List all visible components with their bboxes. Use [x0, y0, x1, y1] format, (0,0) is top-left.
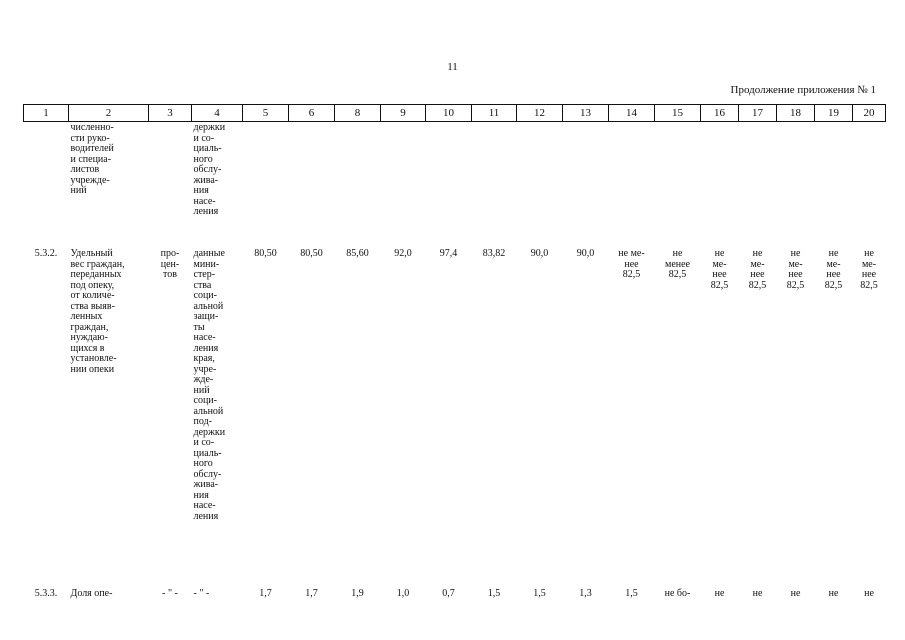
- table-cell: 1,0: [396, 588, 410, 599]
- table-cell: не ме- нее 82,5: [786, 248, 805, 291]
- table-cell: [517, 122, 563, 240]
- table-cell: Удельный вес граждан, переданных под опеку, от количе- ства выяв- ленных граждан, нуждаю- щихся в установле- нии опеки: [70, 248, 125, 375]
- table-cell: держки и со- циаль- ного обслу- жива- ния насе- ления: [193, 122, 226, 217]
- column-header: 6: [289, 105, 335, 122]
- table-cell: данные мини- стер- ства соци- альной защи- ты насе- ления края, учре- жде- ний соци- альной под- держки и со- циаль- ного обслу- жива- ния насе- ления: [193, 248, 226, 522]
- table-cell: про- цен- тов: [160, 248, 180, 280]
- table-cell: [335, 122, 381, 240]
- table-cell: [853, 122, 886, 240]
- table-cell: не: [752, 588, 763, 599]
- table-cell: 83,82: [482, 248, 506, 259]
- table-cell: [24, 122, 69, 240]
- table-row: [24, 239, 886, 579]
- table-cell: 0,7: [442, 588, 455, 599]
- table-row: [24, 579, 886, 619]
- table-cell: [426, 122, 472, 240]
- column-header: 9: [381, 105, 426, 122]
- column-header: 10: [426, 105, 472, 122]
- column-header: 3: [149, 105, 192, 122]
- table-cell: 97,4: [439, 248, 458, 259]
- table-cell: [701, 122, 739, 240]
- table-cell: 80,50: [300, 248, 323, 259]
- table-cell: [472, 122, 517, 240]
- table-row: [24, 122, 886, 240]
- column-header: 19: [815, 105, 853, 122]
- column-header: 5: [243, 105, 289, 122]
- table-cell: 1,9: [351, 588, 364, 599]
- table-cell: 90,0: [530, 248, 549, 259]
- column-header: 1: [24, 105, 69, 122]
- table-cell: [563, 122, 609, 240]
- table-cell: не: [714, 588, 725, 599]
- table-cell: - " -: [193, 588, 210, 599]
- column-header: 11: [472, 105, 517, 122]
- table-cell: не ме- нее 82,5: [748, 248, 767, 291]
- table-cell: 1,7: [259, 588, 272, 599]
- column-header: 2: [69, 105, 149, 122]
- table-cell: не ме- нее 82,5: [824, 248, 843, 291]
- table-cell: 92,0: [394, 248, 412, 259]
- table-cell: [655, 122, 701, 240]
- table-cell: не: [864, 588, 874, 599]
- table-cell: 5.3.3.: [34, 588, 58, 599]
- table-cell: не: [790, 588, 801, 599]
- column-header: 4: [192, 105, 243, 122]
- column-header: 12: [517, 105, 563, 122]
- table-cell: 1,5: [487, 588, 501, 599]
- column-header: 15: [655, 105, 701, 122]
- appendix-continuation-label: Продолжение приложения № 1: [730, 84, 876, 96]
- table-cell: 1,5: [533, 588, 546, 599]
- table-cell: 1,3: [579, 588, 592, 599]
- table-cell: не бо-: [664, 588, 691, 599]
- table-cell: [739, 122, 777, 240]
- table-cell: численно- сти руко- водителей и специа- листов учрежде- ний: [70, 122, 114, 196]
- table-cell: [777, 122, 815, 240]
- table-cell: не: [828, 588, 839, 599]
- table-cell: не ме- нее 82,5: [618, 248, 645, 280]
- column-header: 17: [739, 105, 777, 122]
- table-cell: [609, 122, 655, 240]
- table-cell: [381, 122, 426, 240]
- column-header: 8: [335, 105, 381, 122]
- table-cell: 1,7: [305, 588, 318, 599]
- table-cell: не менее 82,5: [665, 248, 690, 280]
- table-cell: 5.3.2.: [34, 248, 58, 259]
- table-cell: - " -: [162, 588, 178, 599]
- column-header: 14: [609, 105, 655, 122]
- column-header: 20: [853, 105, 886, 122]
- table-cell: [149, 122, 192, 240]
- table-cell: [815, 122, 853, 240]
- table-cell: [289, 122, 335, 240]
- table-cell: Доля опе-: [70, 588, 113, 599]
- column-header: 13: [563, 105, 609, 122]
- column-header: 16: [701, 105, 739, 122]
- page-number: 11: [447, 61, 458, 73]
- header-row: [24, 105, 886, 122]
- table-cell: не ме- нее 82,5: [710, 248, 729, 291]
- table-cell: 85,60: [346, 248, 369, 259]
- table-cell: не ме- нее 82,5: [860, 248, 878, 291]
- table-cell: 80,50: [254, 248, 277, 259]
- column-header: 18: [777, 105, 815, 122]
- table-cell: 1,5: [625, 588, 638, 599]
- table-cell: [243, 122, 289, 240]
- table-cell: 90,0: [576, 248, 595, 259]
- indicators-table: [23, 104, 886, 619]
